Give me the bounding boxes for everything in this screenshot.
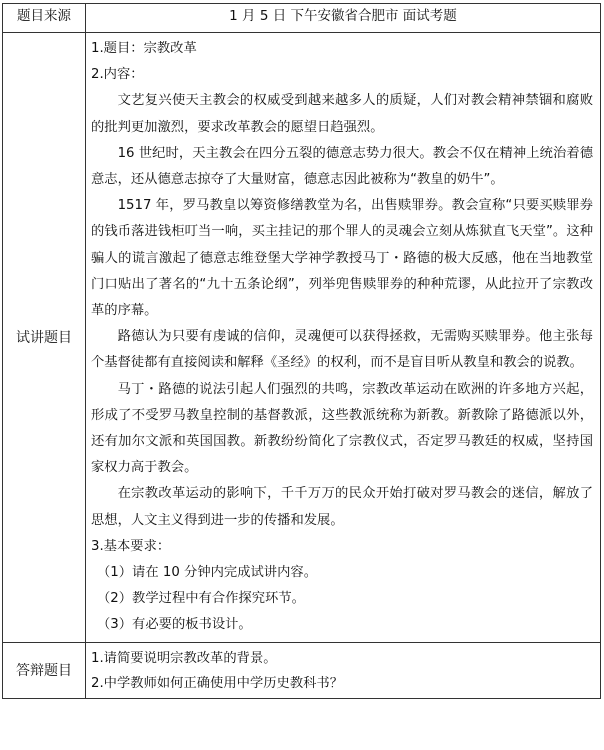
paragraph: 路德认为只要有虔诚的信仰，灵魂便可以获得拯救，无需购买赎罪券。他主张每个基督徒都有直接阅读和解释《圣经》的权利，而不是盲目听从教皇和教会的说教。 — [91, 329, 593, 371]
lecture-topic: 1.题目：宗教改革 — [91, 41, 197, 56]
requirement-item: （3）有必要的板书设计。 — [97, 617, 252, 633]
defense-content — [86, 642, 601, 698]
source-row — [3, 4, 601, 33]
requirements-heading: 3.基本要求： — [91, 538, 171, 554]
requirement-item: （1）请在 10 分钟内完成试讲内容。 — [97, 565, 317, 581]
requirement-item: （2）教学过程中有合作探究环节。 — [97, 591, 305, 607]
content-heading: 2.内容： — [91, 67, 144, 83]
defense-label: 答辩题目 — [3, 642, 86, 698]
paragraph: 马丁・路德的说法引起人们强烈的共鸣，宗教改革运动在欧洲的许多地方兴起，形成了不受罗马教皇控制的基督教派，这些教派统称为新教。新教除了路德派以外，还有加尔文派和英国国教。新教纷纷简化了宗教仪式，否定罗马教廷的权威，坚持国家权力高于教会。 — [91, 381, 593, 476]
defense-row — [3, 642, 601, 698]
lecture-content — [86, 33, 601, 643]
paragraph: 1517 年，罗马教皇以筹资修缮教堂为名，出售赎罪券。教会宣称“只要买赎罪券的钱币落进钱柜叮当一响，买主挂记的那个罪人的灵魂会立刻从炼狱直飞天堂”。这种骗人的谎言激起了德意志维登堡大学神学教授马丁・路德的极大反感，他在当地教堂门口贴出了著名的“九十五条论纲”，列举兜售赎罪券的种种荒谬，从此拉开了宗教改革的序幕。 — [91, 198, 593, 319]
paragraph: 文艺复兴使天主教会的权威受到越来越多人的质疑，人们对教会精神禁锢和腐败的批判更加激烈，要求改革教会的愿望日趋强烈。 — [91, 93, 593, 135]
defense-question: 2.中学教师如何正确使用中学历史教科书？ — [91, 675, 344, 691]
lecture-row — [3, 33, 601, 643]
paragraph: 在宗教改革运动的影响下，千千万万的民众开始打破对罗马教会的迷信，解放了思想，人文主义得到进一步的传播和发展。 — [91, 486, 593, 528]
source-value: 1 月 5 日 下午安徽省合肥市 面试考题 — [86, 4, 601, 33]
paragraph: 16 世纪时，天主教会在四分五裂的德意志势力很大。教会不仅在精神上统治着德意志，还从德意志掠夺了大量财富，德意志因此被称为“教皇的奶牛”。 — [91, 145, 593, 188]
source-label: 题目来源 — [3, 4, 86, 33]
lecture-label: 试讲题目 — [3, 33, 86, 643]
defense-question: 1.请简要说明宗教改革的背景。 — [91, 650, 277, 666]
exam-table — [2, 3, 601, 699]
